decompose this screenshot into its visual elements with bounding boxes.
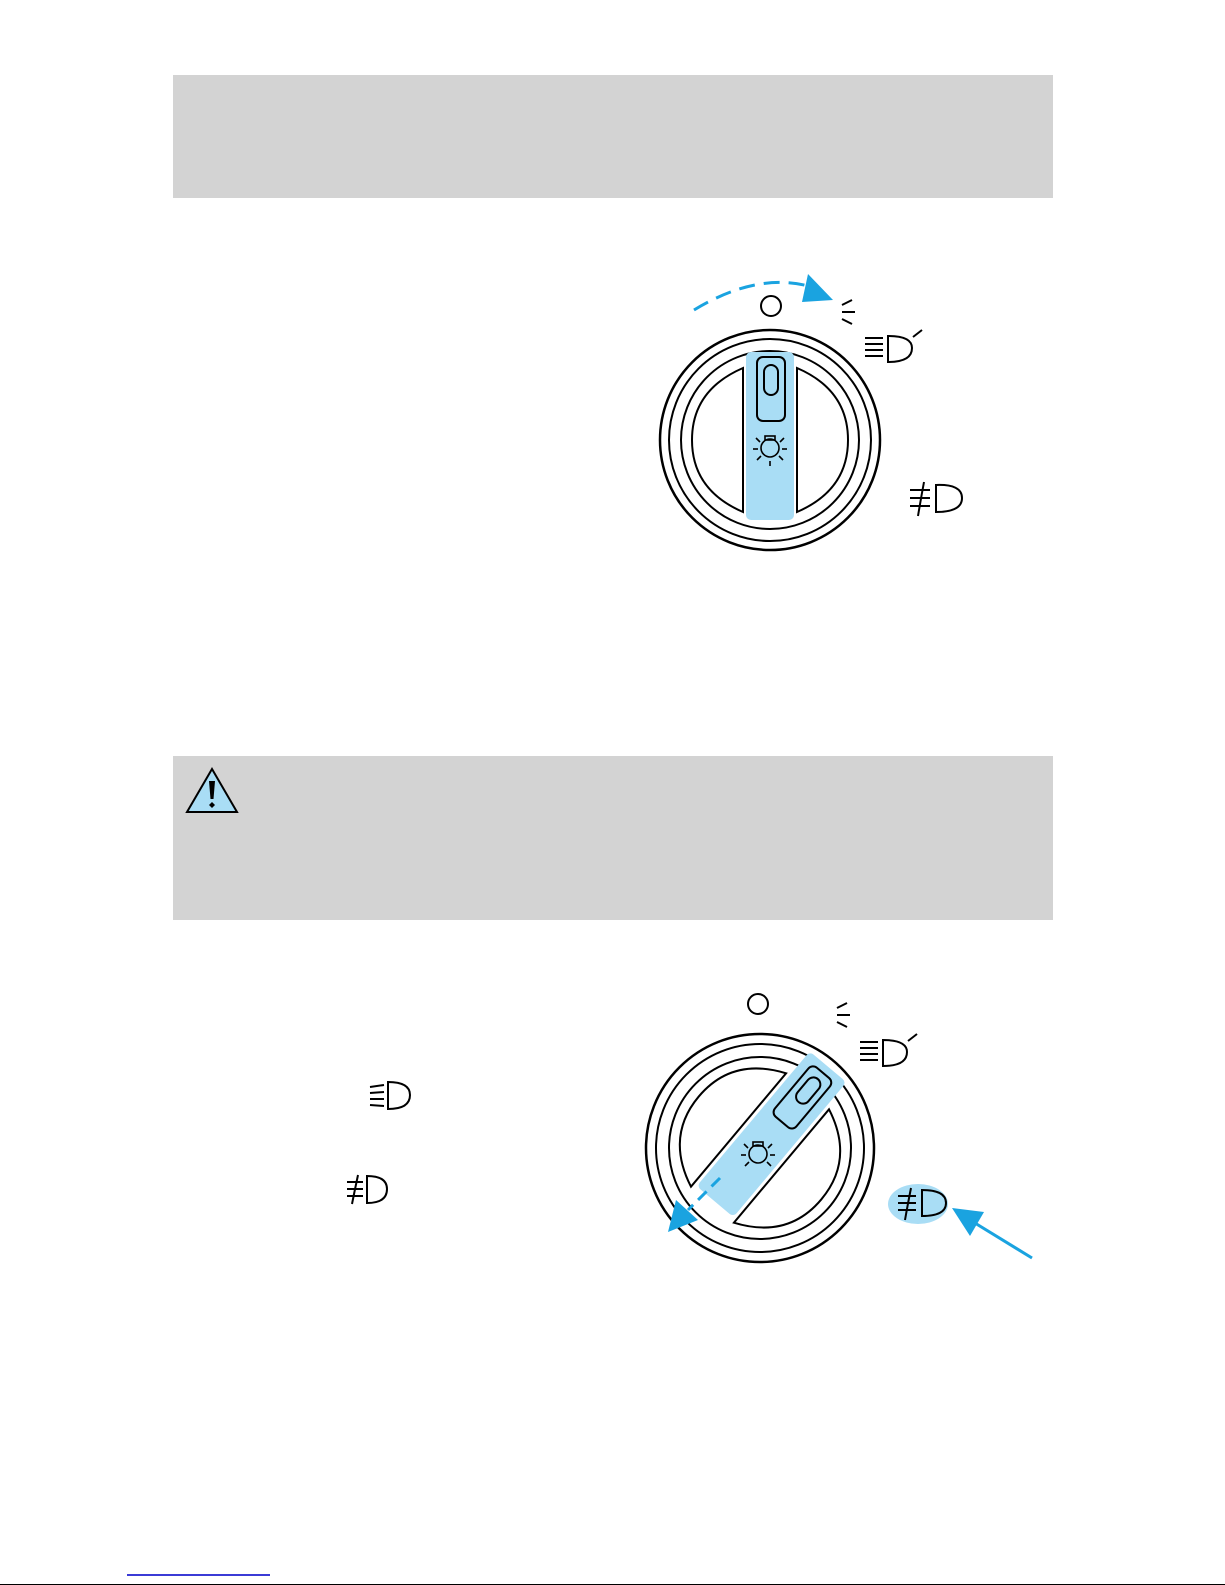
parking-lamps-icon <box>837 1003 850 1027</box>
warning-box <box>173 756 1053 920</box>
high-beam-icon <box>368 1078 414 1112</box>
headlamps-icon <box>860 1034 917 1066</box>
rotation-arrow <box>694 282 815 310</box>
rotation-arrow-head <box>802 274 833 302</box>
warning-triangle-icon <box>184 766 240 816</box>
fog-lamp-icon <box>345 1172 391 1206</box>
knob-bar-highlight <box>697 1051 847 1217</box>
headlamps-icon <box>865 330 922 362</box>
fog-lamps-icon <box>910 482 962 516</box>
off-icon <box>748 994 768 1014</box>
footer-link-underline[interactable] <box>127 1574 270 1576</box>
knob-right-cutout <box>797 368 848 512</box>
parking-lamps-icon <box>842 300 855 324</box>
fog-lamp-control-figure <box>640 990 1060 1290</box>
pointer-arrow-head <box>952 1208 984 1236</box>
knob-left-cutout <box>692 368 743 512</box>
off-icon <box>761 296 781 316</box>
header-band <box>173 75 1053 198</box>
fog-position-highlight <box>888 1184 948 1224</box>
headlamp-control-figure <box>640 260 1000 570</box>
pointer-arrow <box>970 1220 1032 1258</box>
